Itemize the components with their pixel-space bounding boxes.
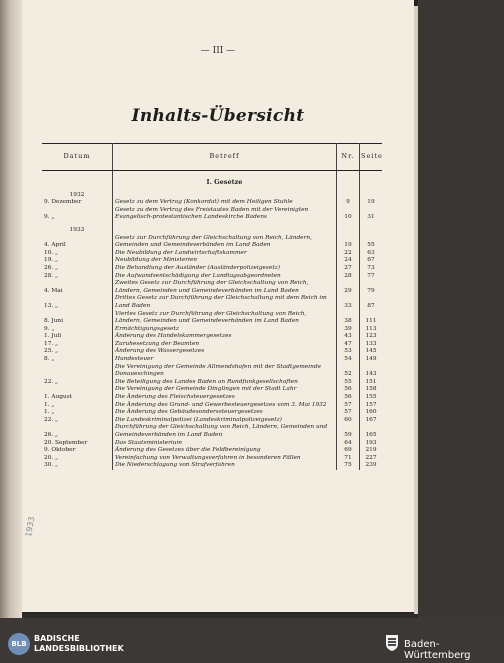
page-number: — III — [200, 46, 236, 56]
cell-page: 193 [365, 439, 377, 446]
cell-subject: Zweites Gesetz zur Durchführung der Gleichschaltung von Reich, Ländern, Gemeinden und Gemeindeverbänden im Land Baden [113, 280, 337, 295]
cell-page: 123 [365, 333, 377, 340]
cell-subject [113, 222, 337, 235]
cell-date: 9. Dezember [42, 199, 113, 207]
cell-subject: Änderung des Gesetzes über die Feldbereinigung [113, 447, 337, 455]
year-row [42, 222, 382, 235]
cell-subject: Viertes Gesetz zur Durchführung der Gleichschaltung von Reich, Ländern, Gemeinden und Gemeindeverbänden im Land Baden [113, 311, 337, 326]
cell-date [42, 171, 113, 187]
library-name [34, 634, 124, 654]
cell-page: 113 [365, 325, 377, 332]
cell-page: 149 [365, 356, 377, 363]
cell-subject: Vereinfachung von Verwaltungsverfahren in besonderen Fällen [113, 455, 337, 463]
cell-page: 111 [365, 318, 377, 325]
cell-page: 219 [365, 447, 377, 454]
cell-page: 73 [367, 264, 375, 271]
cell-nr [337, 222, 360, 235]
cell-date: 20. „ [42, 455, 113, 463]
cell-nr: 55 [337, 379, 360, 387]
table-row [42, 394, 382, 402]
cell-date: 10. „ [42, 250, 113, 258]
cell-nr: 57 [337, 409, 360, 417]
cell-subject: Die Vereinigung der Gemeinde Allmendshofen mit der Stadtgemeinde Donaueschingen [113, 364, 337, 379]
cell-subject: Neubildung der Ministerien [113, 257, 337, 265]
cell-nr: 56 [337, 394, 360, 402]
cell-page: 77 [367, 272, 375, 279]
header-date: Datum [42, 144, 113, 171]
cell-subject: Gesetz zur Durchführung der Gleichschaltung von Reich, Ländern, Gemeinden und Gemeindeverbänden im Land Baden [113, 235, 337, 250]
cell-date: 9. Oktober [42, 447, 113, 455]
table-row [42, 348, 382, 356]
cell-page: 239 [365, 462, 377, 469]
table-row [42, 424, 382, 439]
table-row [42, 295, 382, 310]
cell-nr: 53 [337, 348, 360, 356]
cell-page: 167 [365, 416, 377, 423]
cell-subject: Die Änderung des Grund- und Gewerbesteuergesetzes vom 3. Mai 1932 [113, 402, 337, 410]
cell-page: 145 [365, 348, 377, 355]
cell-nr [337, 171, 360, 187]
table-row [42, 257, 382, 265]
state-name: Baden-Württemberg [404, 639, 471, 661]
cell-subject: Gesetz zu dem Vertrag (Konkordat) mit dem Heiligen Stuhle [113, 199, 337, 207]
scan-margin [418, 0, 504, 618]
cell-date [42, 364, 113, 379]
table-row [42, 273, 382, 281]
table-row [42, 409, 382, 417]
cell-date: 4. Mai [42, 280, 113, 295]
cell-nr: 39 [337, 326, 360, 334]
cell-nr: 64 [337, 440, 360, 448]
table-row [42, 379, 382, 387]
table-row [42, 333, 382, 341]
cell-nr: 38 [337, 311, 360, 326]
book-spine [0, 0, 22, 618]
cell-page: 87 [367, 302, 375, 309]
cell-page [360, 187, 383, 200]
cell-page: 227 [365, 454, 377, 461]
cell-subject: Die Landeskriminalpolizei (Landeskriminalpolizeigesetz) [113, 417, 337, 425]
cell-page: 165 [365, 432, 377, 438]
cell-page: 67 [367, 257, 375, 264]
table-row [42, 341, 382, 349]
cell-page: 151 [365, 378, 377, 385]
cell-date: 25. „ [42, 348, 113, 356]
lion-crest-icon [384, 634, 400, 652]
cell-date: 1. „ [42, 409, 113, 417]
cell-nr: 22 [337, 250, 360, 258]
cell-date: 20. September [42, 440, 113, 448]
cell-nr: 47 [337, 341, 360, 349]
table-row [42, 265, 382, 273]
cell-date: 1932 [42, 187, 113, 200]
cell-nr: 19 [337, 235, 360, 250]
cell-page: 160 [365, 409, 377, 416]
table-row [42, 364, 382, 379]
cell-subject: Änderung des Handelskammergesetzes [113, 333, 337, 341]
table-row [42, 356, 382, 364]
cell-date: 26. „ [42, 424, 113, 439]
table-row [42, 280, 382, 295]
cell-subject: Die Vereinigung der Gemeinde Dinglingen mit der Stadt Lahr [113, 386, 337, 394]
header-page: Seite [360, 144, 383, 171]
cell-subject: Die Änderung des Fleischsteuergesetzes [113, 394, 337, 402]
cell-nr: 54 [337, 356, 360, 364]
cell-date: 28. „ [42, 273, 113, 281]
table-row [42, 447, 382, 455]
pencil-note: 1933 [24, 515, 37, 538]
cell-date: 4. April [42, 235, 113, 250]
table-row [42, 250, 382, 258]
cell-nr: 33 [337, 295, 360, 310]
cell-page: 55 [367, 242, 375, 249]
cell-subject: Die Niederschlagung von Strafverfahren [113, 462, 337, 470]
cell-subject: Die Behandlung der Ausländer (Ausländerpolizeigesetz) [113, 265, 337, 273]
table-header [42, 144, 382, 171]
cell-page [360, 222, 383, 235]
library-name-line2: LANDESBIBLIOTHEK [34, 644, 124, 653]
cell-page: 158 [365, 386, 377, 393]
cell-page: 19 [367, 199, 375, 206]
cell-date: 26. „ [42, 265, 113, 273]
cell-subject [113, 187, 337, 200]
cell-page: 155 [365, 394, 377, 401]
cell-nr: 69 [337, 447, 360, 455]
cell-subject: Die Aufwandsentschädigung der Landtagsabgeordneten [113, 273, 337, 281]
cell-date: 9. „ [42, 326, 113, 334]
section-row [42, 171, 382, 187]
contents-table [42, 143, 382, 470]
cell-date: 1. August [42, 394, 113, 402]
table-row [42, 199, 382, 207]
cell-nr: 9 [337, 199, 360, 207]
cell-page: 143 [365, 371, 377, 378]
cell-subject: Die Änderung des Gebäudesonderssteuergesetzes [113, 409, 337, 417]
cell-date: 17. „ [42, 341, 113, 349]
year-row [42, 187, 382, 200]
cell-date: 19. „ [42, 257, 113, 265]
cell-nr: 43 [337, 333, 360, 341]
library-logo-icon: BLB [8, 633, 30, 655]
cell-date: 1. Juli [42, 333, 113, 341]
table-row [42, 462, 382, 470]
cell-date [42, 386, 113, 394]
cell-date: 30. „ [42, 462, 113, 470]
cell-subject: Hundesteuer [113, 356, 337, 364]
cell-date: 13. „ [42, 295, 113, 310]
cell-nr: 10 [337, 207, 360, 222]
cell-subject: Durchführung der Gleichschaltung von Reich, Ländern, Gemeinden und Gemeindeverbänden im Land Baden [113, 424, 337, 439]
cell-nr: 24 [337, 257, 360, 265]
cell-date: 22. „ [42, 379, 113, 387]
cell-date: 1. „ [42, 402, 113, 410]
cell-page: 133 [365, 340, 377, 347]
cell-nr: 56 [337, 386, 360, 394]
cell-nr [337, 187, 360, 200]
cell-subject: Die Beteiligung des Landes Baden an Rundfunkgesellschaften [113, 379, 337, 387]
cell-nr: 75 [337, 462, 360, 470]
page-title: Inhalts-Übersicht [131, 106, 305, 126]
table-row [42, 207, 382, 222]
cell-subject: Das Staatsministerium [113, 440, 337, 448]
table-row [42, 417, 382, 425]
table-row [42, 311, 382, 326]
cell-page [360, 171, 383, 187]
cell-date: 8. Juni [42, 311, 113, 326]
cell-date: 8. „ [42, 356, 113, 364]
cell-subject: Die Neubildung der Landwirtschaftskammer [113, 250, 337, 258]
cell-page: 31 [367, 214, 375, 221]
cell-date: 22. „ [42, 417, 113, 425]
cell-nr: 27 [337, 265, 360, 273]
library-name-line1: BADISCHE [34, 634, 80, 643]
cell-nr: 71 [337, 455, 360, 463]
cell-subject: Ermächtigungsgesetz [113, 326, 337, 334]
cell-date: 1933 [42, 222, 113, 235]
cell-nr: 29 [337, 280, 360, 295]
cell-page: 79 [367, 287, 375, 294]
cell-nr: 60 [337, 417, 360, 425]
table-body [42, 171, 382, 470]
cell-page: 157 [365, 401, 377, 408]
cell-nr: 28 [337, 273, 360, 281]
cell-subject: Änderung des Wassergesetzes [113, 348, 337, 356]
cell-nr: 52 [337, 364, 360, 379]
cell-subject: Zuruhesetzung der Beamten [113, 341, 337, 349]
header-nr: Nr. [337, 144, 360, 171]
header-subject: Betreff [113, 144, 337, 171]
cell-page: 63 [367, 249, 375, 256]
table-row [42, 455, 382, 463]
cell-nr: 59 [337, 424, 360, 439]
table-row [42, 235, 382, 250]
document-page [22, 0, 414, 612]
cell-subject: I. Gesetze [113, 171, 337, 187]
cell-subject: Drittes Gesetz zur Durchführung der Gleichschaltung mit dem Reich im Land Baden [113, 295, 337, 310]
cell-date: 9. „ [42, 207, 113, 222]
cell-subject: Gesetz zu dem Vertrag des Freistaates Baden mit der Vereinigten Evangelisch-protestantischen Landeskirche Badens [113, 207, 337, 222]
cell-nr: 57 [337, 402, 360, 410]
table-row [42, 386, 382, 394]
